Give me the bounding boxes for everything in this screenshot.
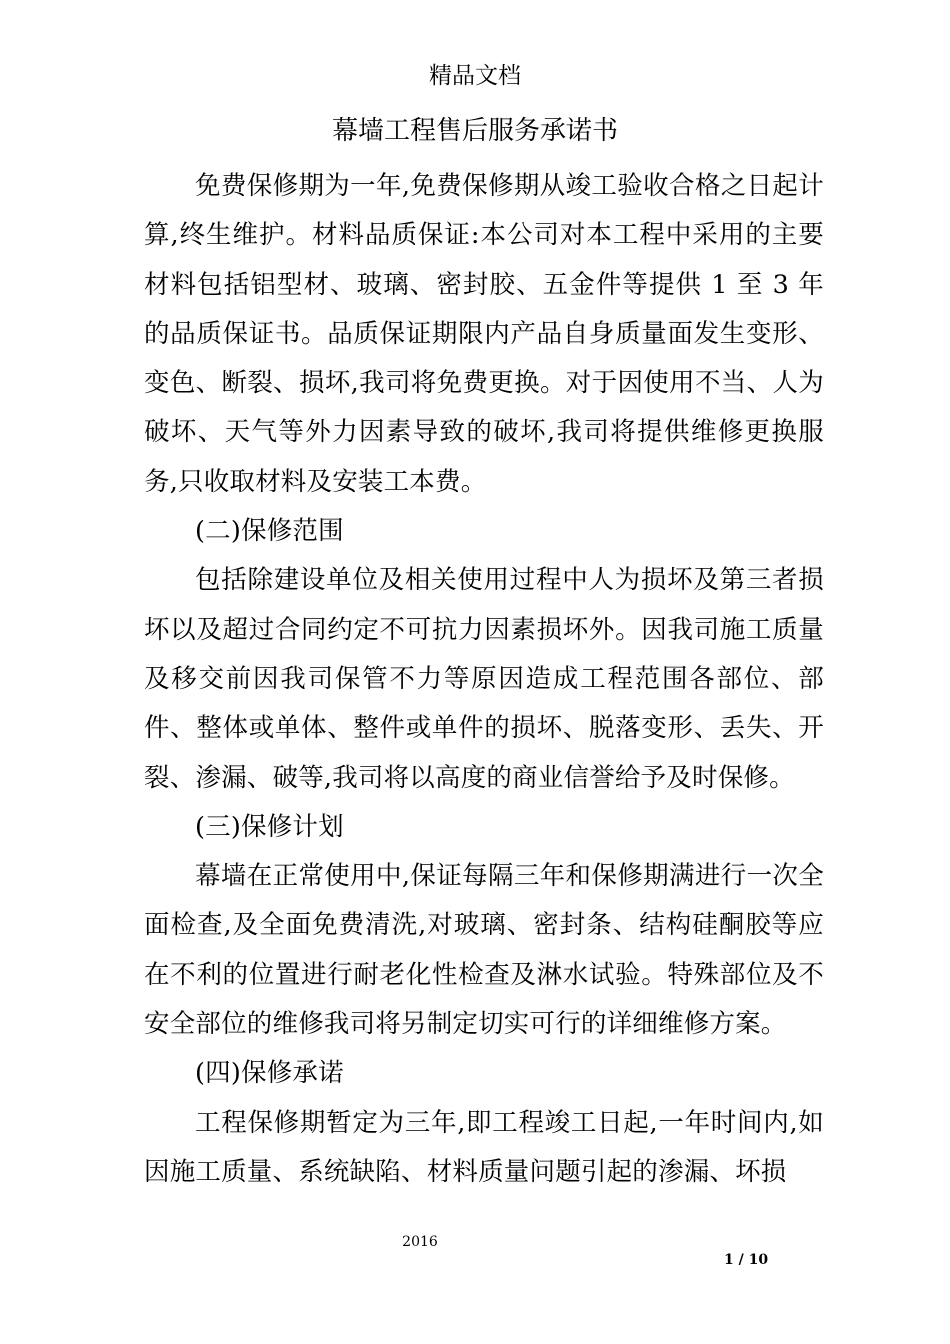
- paragraph-warranty-plan: 幕墙在正常使用中,保证每隔三年和保修期满进行一次全面检查,及全面免费清洗,对玻璃、密封条、结构硅酮胶等应在不利的位置进行耐老化性检查及淋水试验。特殊部位及不安全部位的维修我司将另制定切实可行的详细维修方案。: [144, 861, 824, 1040]
- section-heading-commitment: (四)保修承诺: [195, 1058, 344, 1089]
- document-header: 精品文档: [429, 63, 521, 89]
- document-title: 幕墙工程售后服务承诺书: [331, 116, 618, 146]
- paragraph-warranty-scope: 包括除建设单位及相关使用过程中人为损坏及第三者损坏以及超过合同约定不可抗力因素损坏外。因我司施工质量及移交前因我司保管不力等原因造成工程范围各部位、部件、整体或单体、整件或单件的损坏、脱落变形、丢失、开裂、渗漏、破等,我司将以高度的商业信誉给予及时保修。: [144, 565, 824, 793]
- section-heading-plan: (三)保修计划: [195, 811, 344, 842]
- document-body: [144, 162, 824, 1197]
- section-heading-scope: (二)保修范围: [195, 516, 344, 547]
- paragraph-warranty-commitment: 工程保修期暂定为三年,即工程竣工日起,一年时间内,如因施工质量、系统缺陷、材料质量问题引起的渗漏、坏损: [144, 1107, 824, 1187]
- paragraph-warranty-period: 免费保修期为一年,免费保修期从竣工验收合格之日起计算,终生维护。材料品质保证:本公司对本工程中采用的主要材料包括铝型材、玻璃、密封胶、五金件等提供 1 至 3 年的品质保证书。品质保证期限内产品自身质量面发生变形、变色、断裂、损坏,我司将免费更换。对于因使用不当、人为破坏、天气等外力因素导致的破坏,我司将提供维修更换服务,只收取材料及安装工本费。: [144, 171, 824, 497]
- page-number: 1 / 10: [724, 1252, 769, 1268]
- footer-year: 2016: [402, 1234, 438, 1250]
